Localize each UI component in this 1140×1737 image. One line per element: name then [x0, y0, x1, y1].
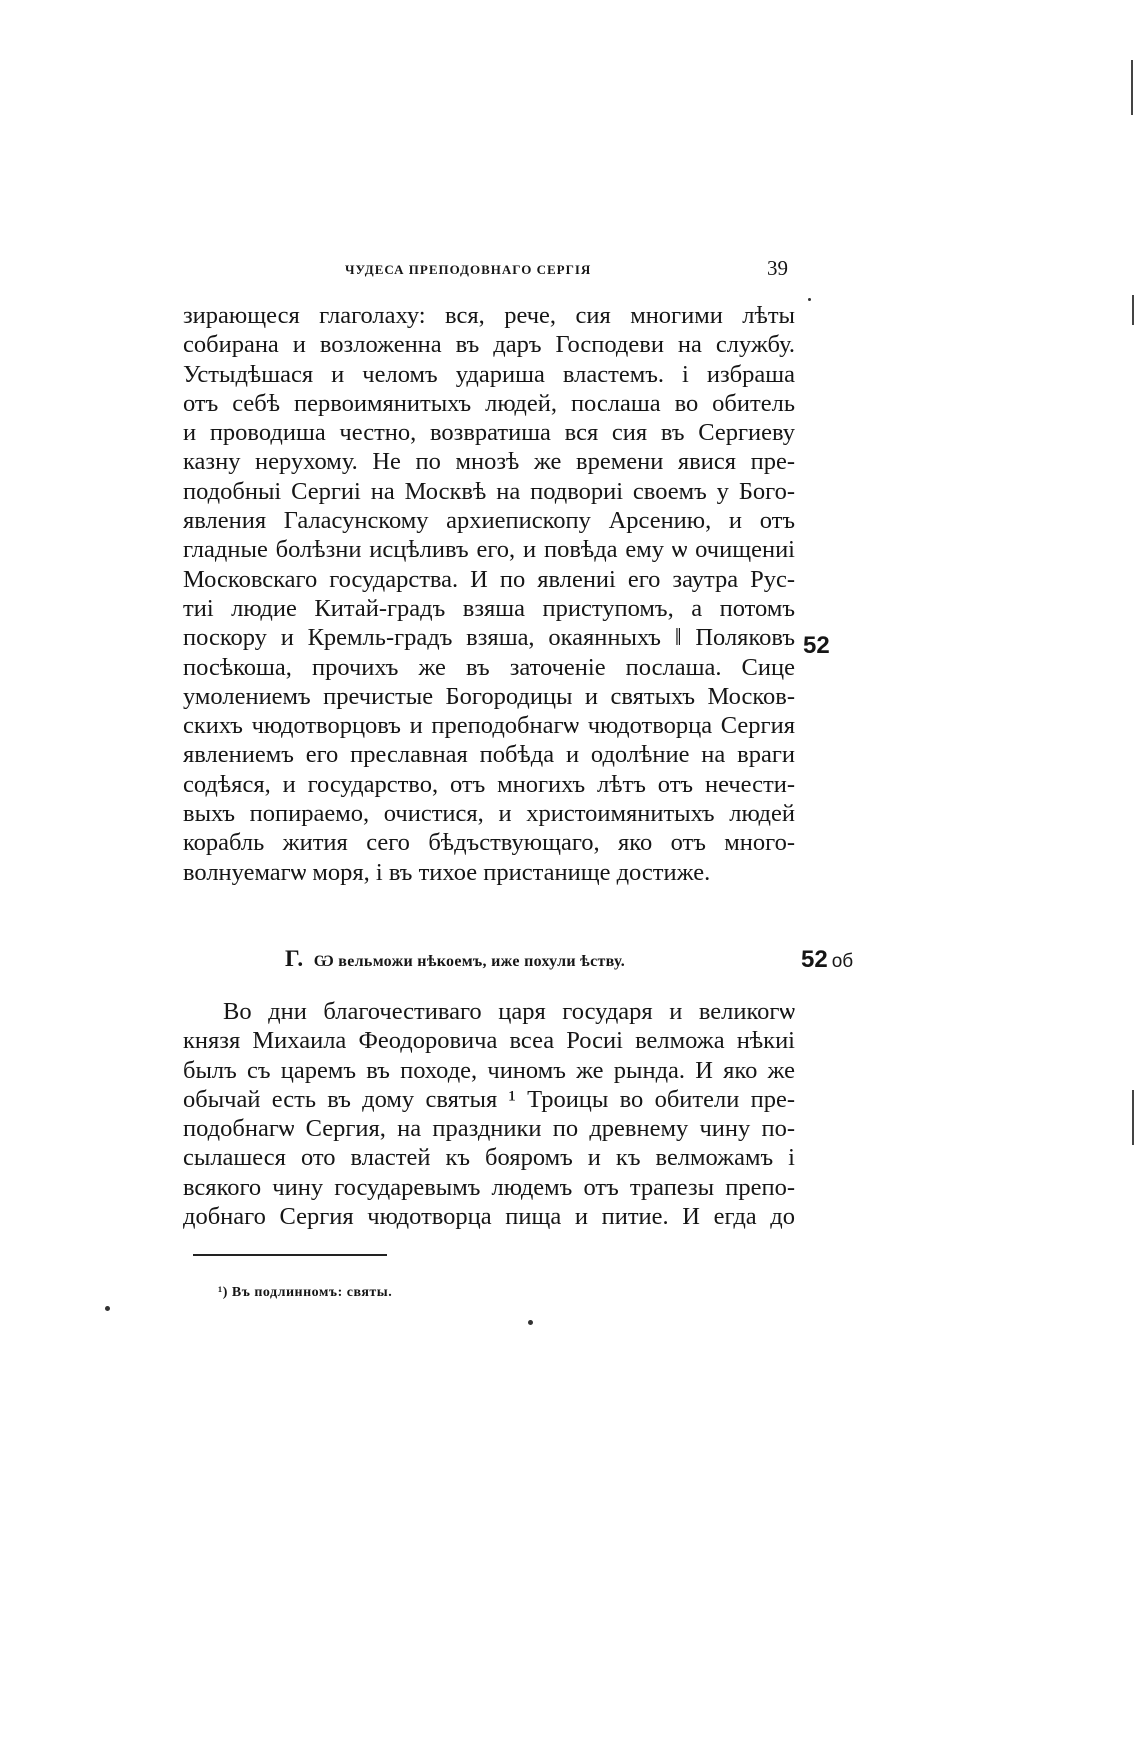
text-line: явления Галасунскому архиепископу Арсению, и отъ: [183, 507, 795, 535]
text-line: гладные болѣзни исцѣливъ его, и повѣда ему ѡ очищениі: [183, 536, 795, 564]
text-line: Во дни благочестиваго царя государя и великогѡ: [223, 998, 795, 1025]
margin-folio-number: 52: [803, 632, 830, 659]
text-line: всякого чину государевымъ людемъ отъ трапезы препо-: [183, 1173, 795, 1201]
text-line: Устыдѣшася и челомъ удариша властемъ. і избраша: [183, 360, 795, 388]
text-line: добнаго Сергия чюдотворца пища и питие. И егда до: [183, 1203, 795, 1231]
footnote: ¹) Въ подлинномъ: святы.: [218, 1285, 393, 1300]
scan-speck: [808, 298, 811, 301]
text-line: корабль жития сего бѣдъствующаго, яко отъ много-: [183, 829, 795, 857]
section-number: Г.: [285, 946, 304, 971]
text-line: поскору и Кремль-градъ взяша, окаянныхъ ‖ Поляковъ: [183, 624, 795, 652]
text-line: собирана и возложенна въ даръ Господеви на службу.: [183, 331, 795, 359]
margin-folio-suffix: об: [831, 951, 854, 972]
text-line: Московскаго государства. И по явлениі его заутра Рус-: [183, 565, 795, 593]
text-line: скихъ чюдотворцовъ и преподобнагѡ чюдотворца Сергия: [183, 712, 795, 740]
text-line: и проводиша честно, возвратиша вся сия въ Сергиеву: [183, 419, 795, 447]
text-line: умолениемъ пречистые Богородицы и святыхъ Москов-: [183, 682, 795, 710]
margin-folio-number-verso: [801, 946, 853, 974]
scan-speck: [528, 1320, 533, 1325]
text-line: посѣкоша, прочихъ же въ заточеніе послаша. Сице: [183, 653, 795, 681]
page-number: 39: [767, 256, 788, 280]
paragraph-2: [183, 997, 795, 1231]
text-line: отъ себѣ первоимянитыхъ людей, послаша во обитель: [183, 389, 795, 417]
text-line: зирающеся глаголаху: вся, рече, сия многими лѣты: [183, 302, 795, 329]
scan-speck: [105, 1306, 110, 1311]
text-line: обычай есть въ дому святыя ¹ Троицы во обители пре-: [183, 1085, 795, 1113]
text-line: содѣяся, и государство, отъ многихъ лѣтъ отъ нечести-: [183, 770, 795, 798]
paragraph-1: [183, 301, 795, 887]
text-line: явлениемъ его преславная побѣда и одолѣние на враги: [183, 741, 795, 769]
text-line: волнуемагѡ моря, і въ тихое пристанище достиже.: [183, 858, 711, 886]
text-line: тиі людие Китай-градъ взяша приступомъ, а потомъ: [183, 594, 795, 622]
text-line: подобнагѡ Сергия, на праздники по древнему чину по-: [183, 1115, 795, 1143]
text-line: выхъ попираемо, очистися, и христоимянитыхъ людей: [183, 800, 795, 828]
text-line: казну нерухому. Не по мнозѣ же времени явися пре-: [183, 448, 795, 476]
scan-edge-mark: [1132, 1090, 1134, 1145]
text-line: былъ съ царемъ въ походе, чиномъ же рында. И яко же: [183, 1056, 795, 1084]
footnote-rule: [193, 1254, 387, 1256]
text-line: сылашеся ото властей къ бояромъ и къ велможамъ і: [183, 1144, 795, 1172]
section-heading: [285, 946, 625, 972]
scan-edge-mark: [1132, 295, 1134, 325]
section-title: Ѡ вельможи нѣкоемъ, иже похули ѣству.: [313, 953, 626, 970]
text-line: князя Михаила Феодоровича всеа Росиі велможа нѣкиі: [183, 1027, 795, 1055]
margin-folio-number: 52: [801, 946, 828, 973]
running-head: ЧУДЕСА ПРЕПОДОВНАГО СЕРГІЯ: [345, 262, 592, 277]
text-line: подобныі Сергиі на Москвѣ на подвориі своемъ у Бого-: [183, 477, 795, 505]
scan-edge-mark: [1131, 60, 1133, 115]
